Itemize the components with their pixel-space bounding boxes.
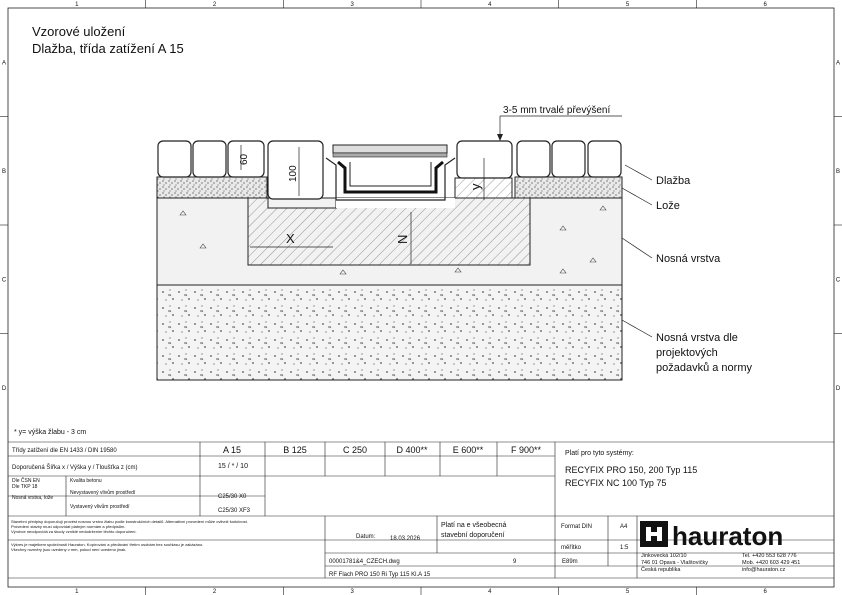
- company-tel: Tel. +420 553 628 776: [742, 553, 797, 559]
- valid-for-label: Platí pro tyto systémy:: [565, 450, 634, 457]
- frame-col-number: 1: [75, 589, 79, 595]
- title-line-2: Dlažba, třída zatížení A 15: [32, 41, 184, 56]
- logo-text: hauraton: [672, 521, 784, 551]
- paver: [158, 141, 191, 177]
- frame-row-letter: A: [1, 60, 7, 67]
- hauraton-logo: [640, 521, 783, 551]
- concrete-mid-3: Vystavený vlivům prostředí: [70, 504, 130, 510]
- footnote: * y= výška žlabu - 3 cm: [14, 429, 87, 436]
- product-name: RF Flach PRO 150 Ri Typ 115 Kl.A 15: [329, 572, 431, 578]
- elevation-label: 3-5 mm trvalé převýšení: [503, 105, 611, 116]
- paver: [193, 141, 226, 177]
- cross-section: [157, 105, 652, 380]
- frame-col-number: 5: [625, 2, 630, 8]
- drawing-no: 00001781&4_CZECH.dwg: [329, 559, 400, 565]
- frame-row-letter: D: [1, 385, 7, 392]
- concrete-std-2: Dle TKP 18: [12, 484, 38, 490]
- frame-col-number: 6: [763, 589, 767, 595]
- legend-nosna-dle-1: Nosná vrstva dle: [656, 332, 738, 344]
- channel-wall: [338, 162, 443, 192]
- frame-col-number: 2: [212, 2, 217, 8]
- format-label: Format DIN: [561, 524, 593, 530]
- note-3: Výrobce neodpovídá za škody vzniklé nedodržením těchto doporučení.: [11, 529, 137, 534]
- paver: [588, 141, 621, 177]
- note-1: Stavební předpisy doporučují provést nosnou vrstvu žlabu podle konstrukčních detailů. Alternativní provedení může ovlivnit funkčnost.: [11, 519, 248, 524]
- company-addr-2: 746 01 Opava - Vlaštovičky: [641, 560, 708, 566]
- legend-nosna: Nosná vrstva: [656, 253, 721, 265]
- frame-col-number: 3: [350, 2, 354, 8]
- dim-100-label: 100: [288, 165, 299, 182]
- note-2: Provedení stavby musí odpovídat platným normám a předpisům.: [11, 524, 126, 529]
- format-value: A4: [620, 524, 628, 530]
- frame-col-number: 2: [212, 589, 217, 595]
- paver: [517, 141, 550, 177]
- frame-row-letter: C: [1, 277, 7, 284]
- load-class-b125: B 125: [283, 445, 307, 455]
- drawing-code: E89m: [562, 559, 578, 565]
- bedding-left: [157, 177, 267, 198]
- scale-value: 1:5: [620, 545, 629, 551]
- load-class-c250: C 250: [342, 445, 368, 455]
- legend-nosna-dle-3: požadavků a normy: [656, 362, 752, 374]
- load-class-d400: D 400**: [396, 445, 428, 455]
- frame-row-letter: A: [835, 60, 841, 67]
- note-4: Výkres je majetkem společnosti Hauraton. Kopírování a předávání třetím osobám bez souhlasu je zakázáno.: [11, 542, 204, 547]
- frame-col-number: 5: [625, 589, 630, 595]
- dims-value: 15 / * / 10: [218, 463, 248, 470]
- legend-dlazba: Dlažba: [656, 175, 691, 187]
- frame-col-number: 4: [488, 589, 492, 595]
- system-2: RECYFIX NC 100 Typ 75: [565, 478, 667, 488]
- paver: [552, 141, 585, 177]
- dim-60-label: 60: [239, 153, 250, 165]
- company-mob: Mob. +420 603 429 451: [742, 560, 801, 566]
- valid-general-1: Platí na e všeobecná: [441, 522, 507, 529]
- concrete-std-1: Dle ČSN EN: [12, 478, 40, 484]
- company-addr-1: Jinkovecká 102/10: [641, 553, 687, 559]
- scale-label: měřítko: [561, 545, 582, 551]
- kerb-paver-right: [457, 141, 512, 178]
- frame-row-letter: B: [1, 168, 7, 175]
- date-value: 18.03.2026: [390, 536, 421, 542]
- system-1: RECYFIX PRO 150, 200 Typ 115: [565, 465, 698, 475]
- concrete-v2: C25/30 XF3: [218, 508, 251, 514]
- note-5: Všechny rozměry jsou uvedeny v mm, pokud není uvedeno jinak.: [11, 547, 127, 552]
- dim-x-label: X: [286, 231, 295, 246]
- concrete-mid-1: Nosná vrstva, lože: [12, 495, 54, 501]
- frame-col-number: 6: [763, 2, 767, 8]
- dim-y-label: y: [468, 183, 483, 190]
- frame-row-letter: C: [835, 277, 841, 284]
- date-label: Datum:: [356, 534, 376, 540]
- load-class-label: Třídy zatížení dle EN 1433 / DIN 19580: [12, 448, 117, 454]
- frame-row-letter: B: [835, 168, 841, 175]
- concrete-v1: C25/30 X0: [218, 494, 247, 500]
- dim-n-label: N: [395, 234, 410, 244]
- frame-col-number: 1: [75, 2, 79, 8]
- legend-loze: Lože: [656, 200, 680, 212]
- frame-col-number: 4: [488, 2, 492, 8]
- title-block: [8, 442, 834, 578]
- load-class-a15: A 15: [222, 445, 242, 455]
- frame-row-letter: D: [835, 385, 841, 392]
- channel-grate: [333, 145, 447, 153]
- title-line-1: Vzorové uložení: [32, 24, 126, 39]
- dims-label: Doporučená Šířka x / Výška y / Tloušťka z (cm): [12, 465, 138, 471]
- legend-nosna-dle-2: projektových: [656, 347, 718, 359]
- sheet-no: 9: [513, 559, 517, 565]
- base-layer: [157, 285, 622, 380]
- frame-col-number: 3: [350, 589, 354, 595]
- concrete-quality: Kvalita betonu: [70, 478, 102, 484]
- company-mail: info@hauraton.cz: [742, 567, 786, 573]
- company-addr-3: Česká republika: [641, 567, 681, 573]
- load-class-f900: F 900**: [510, 445, 542, 455]
- bedding-right: [515, 177, 622, 198]
- load-class-e600: E 600**: [452, 445, 484, 455]
- grate-frame: [333, 153, 447, 157]
- concrete-mid-2: Nevystavený vlivům prostředí: [70, 490, 136, 496]
- channel-inner: [350, 162, 431, 186]
- valid-general-2: stavební doporučení: [441, 532, 505, 539]
